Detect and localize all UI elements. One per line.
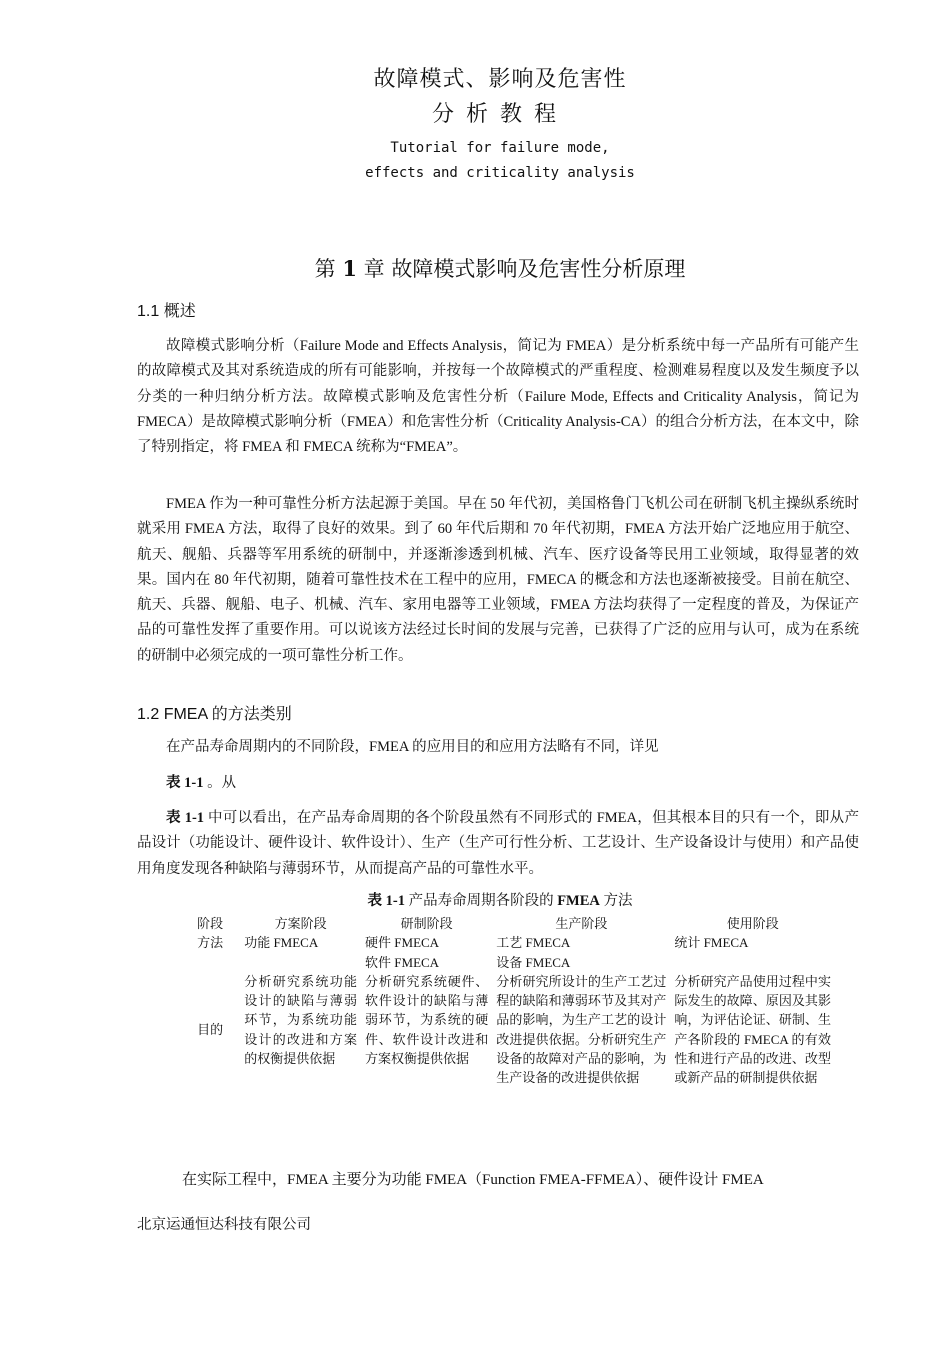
table-header-cell: 生产阶段 <box>555 916 608 931</box>
paragraph-fmea-types: 在实际工程中，FMEA 主要分为功能 FMEA（Function FMEA-FFMEA）、硬件设计 FMEA <box>182 1172 764 1188</box>
table-cell: 设备 FMECA <box>496 954 571 970</box>
paragraph-lifecycle-intro: 在产品寿命周期内的不同阶段，FMEA 的应用目的和应用方法略有不同，详见 <box>166 739 659 755</box>
lifecycle-fmea-table <box>184 914 834 1088</box>
table-ref-link-2: 表 1-1 <box>166 810 205 826</box>
table-cell: 硬件 FMECA <box>365 935 440 951</box>
table-caption-bold: FMEA <box>557 893 600 909</box>
table-header-cell: 方案阶段 <box>274 916 327 931</box>
table-cell: 工艺 FMECA <box>496 935 571 951</box>
table-header-cell: 研制阶段 <box>400 916 453 931</box>
section-heading-1-1: 1.1 概述 <box>137 303 196 320</box>
table-cell: 软件 FMECA <box>365 954 440 970</box>
table-caption-ref: 表 1-1 <box>367 893 405 909</box>
table-method-row <box>184 933 834 952</box>
page-footer-company: 北京运通恒达科技有限公司 <box>137 1217 311 1233</box>
table-cell: 分析研究产品使用过程中实际发生的故障、原因及其影响，为评估论证、研制、生产各阶段的 FMECA 的有效性和进行产品的改进、改型或新产品的研制提供依据 <box>674 973 831 1086</box>
table-cell: 分析研究系统硬件、软件设计的缺陷与薄弱环节，为系统的硬件、软件设计改进和方案权衡提供依据 <box>365 973 489 1067</box>
table-row-label: 方法 <box>197 935 224 951</box>
table-ref-rest: 。从 <box>203 775 237 791</box>
doc-title-line1: 故障模式、影响及危害性 <box>373 67 627 92</box>
section-heading-1-2: 1.2 FMEA 的方法类别 <box>137 706 292 723</box>
table-row-label: 目的 <box>197 1022 224 1038</box>
doc-english-title-line2: effects and criticality analysis <box>365 165 635 181</box>
table-cell: 统计 FMECA <box>674 935 749 951</box>
table-caption-tail: 方法 <box>599 893 633 909</box>
lifecycle-summary-text: 中可以看出，在产品寿命周期的各个阶段虽然有不同形式的 FMEA，但其根本目的只有一个，即从产品设计（功能设计、硬件设计、软件设计）、生产（生产可行性分析、工艺设计、生产设备设计与使用）和产品使用角度发现各种缺陷与薄弱环节，从而提高产品的可靠性水平。 <box>137 810 859 877</box>
chapter-prefix: 第 <box>314 257 336 281</box>
chapter-number: 1 <box>342 256 357 281</box>
chapter-title: 章 故障模式影响及危害性分析原理 <box>363 257 686 281</box>
doc-english-title-line1: Tutorial for failure mode, <box>390 140 610 156</box>
table-cell: 功能 FMECA <box>244 935 319 951</box>
table-caption <box>0 889 950 910</box>
paragraph-fmea-history: FMEA 作为一种可靠性分析方法起源于美国。早在 50 年代初，美国格鲁门飞机公司在研制飞机主操纵系统时就采用 FMEA 方法，取得了良好的效果。到了 60 年代后期和 70 年代初期，FMEA 方法开始广泛地应用于航空、航天、舰船、兵器等军用系统的研制中，并逐渐渗透到机械、汽车、医疗设备等民用工业领域，取得显著的效果。国内在 80 年代初期，随着可靠性技术在工程中的应用，FMECA 的概念和方法也逐渐被接受。目前在航空、航天、兵器、舰船、电子、机械、汽车、家用电器等工业领域，FMEA 方法均获得了一定程度的普及，为保证产品的可靠性发挥了重要作用。可以说该方法经过长时间的发展与完善，已获得了广泛的应用与认可，成为在系统的研制中必须完成的一项可靠性分析工作。 <box>137 496 859 664</box>
table-ref-link: 表 1-1 <box>166 775 204 791</box>
table-header-row <box>184 914 834 933</box>
paragraph-lifecycle-summary <box>137 806 859 882</box>
table-header-cell: 使用阶段 <box>726 916 779 931</box>
table-purpose-row <box>184 972 834 1088</box>
table-caption-text: 产品寿命周期各阶段的 <box>404 893 558 909</box>
paragraph-fmea-definition: 故障模式影响分析（Failure Mode and Effects Analysis，简记为 FMEA）是分析系统中每一产品所有可能产生的故障模式及其对系统造成的所有可能影响，并按每一个故障模式的严重程度、检测难易程度以及发生频度予以分类的一种归纳分析方法。故障模式影响及危害性分析（Failure Mode, Effects and Criticality Analysis，简记为 FMECA）是故障模式影响分析（FMEA）和危害性分析（Criticality Analysis-CA）的组合分析方法，在本文中，除了特别指定，将 FMEA 和 FMECA 统称为“FMEA”。 <box>137 338 859 456</box>
table-method-row-extra <box>184 953 834 972</box>
table-cell: 分析研究系统功能设计的缺陷与薄弱环节，为系统功能设计的改进和方案的权衡提供依据 <box>244 973 358 1067</box>
paragraph-table-ref <box>137 771 859 796</box>
table-header-cell: 阶段 <box>197 916 224 931</box>
chapter-heading <box>0 253 950 283</box>
table-cell: 分析研究所设计的生产工艺过程的缺陷和薄弱环节及其对产品的影响，为生产工艺的设计改进提供依据。分析研究生产设备的故障对产品的影响，为生产设备的改进提供依据 <box>496 973 667 1086</box>
doc-title-line2: 分析教程 <box>431 102 568 127</box>
